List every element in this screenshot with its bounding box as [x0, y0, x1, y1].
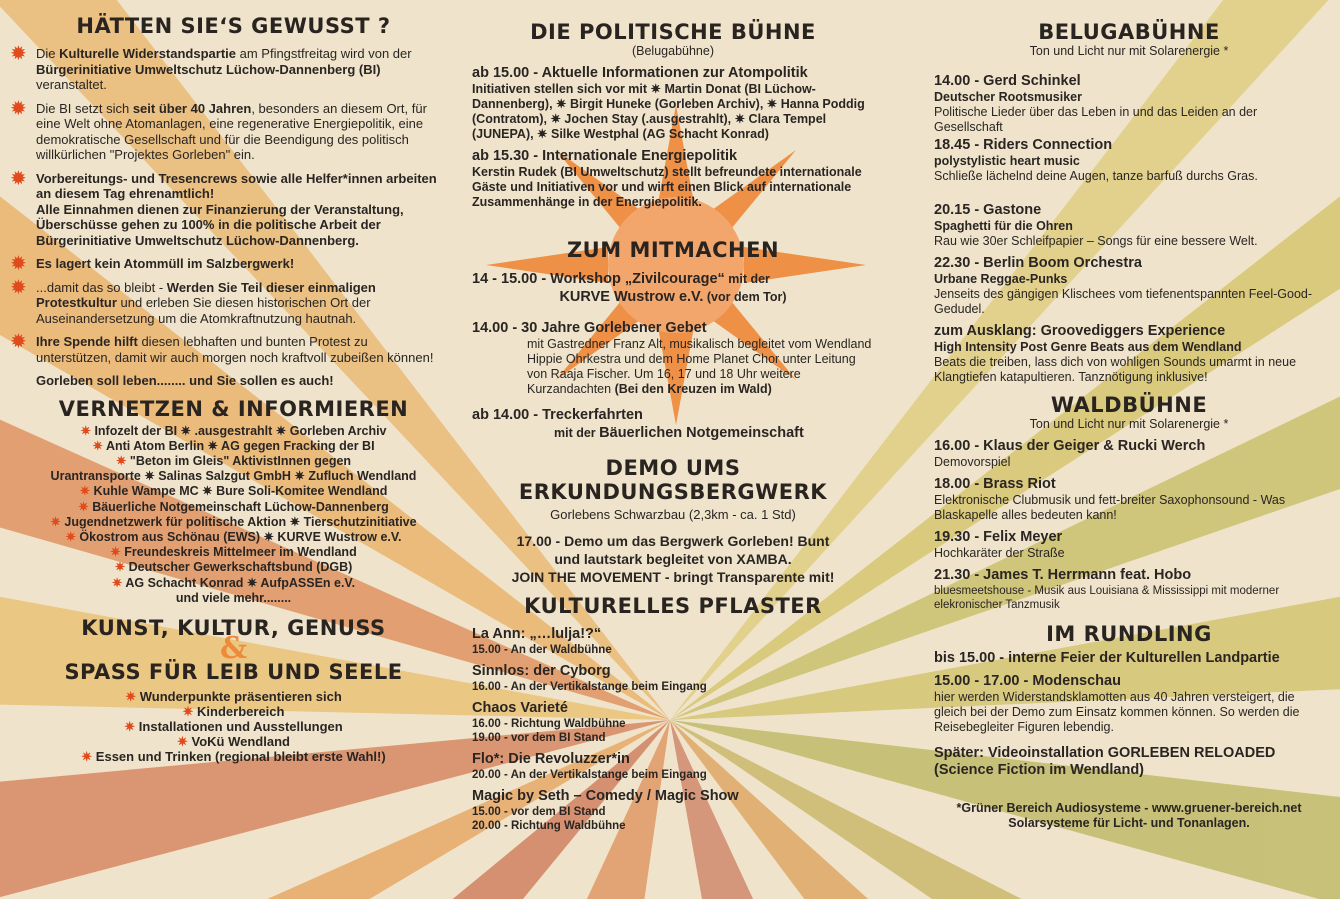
section-title-belugabuehne: BELUGABÜHNE — [1038, 20, 1220, 44]
section-title-politische-buehne: DIE POLITISCHE BÜHNE — [530, 20, 816, 44]
section-title-kunst: KUNST, KULTUR, GENUSS — [81, 615, 386, 640]
section-subtitle: (Belugabühne) — [631, 44, 714, 58]
lineup-item: 21.30 - James T. Herrmann feat. Hobo bluesmeetshouse - Musik aus Louisiana & Mississippi mit moderner elekronischer Tanzmusik — [934, 567, 1280, 611]
info-bullet: ✹ ...damit das so bleibt - Werden Sie Teil dieser einmaligen Protestkultur und erleben Sie diesen historischen Ort der Auseinandersetzung um die Atomkraftnutzung hautnah. — [10, 276, 376, 326]
lineup-item: 20.15 - Gastone Spaghetti für die Ohren Rau wie 30er Schleifpapier – Songs für eine bessere Welt. — [934, 202, 1258, 248]
section-subtitle: Ton und Licht nur mit Solarenergie * — [1029, 417, 1229, 431]
sun-bullet-icon: ✹ — [10, 276, 27, 299]
section-title-demo: DEMO UMS ERKUNDUNGSBERGWERK — [518, 456, 828, 504]
wald-lineup — [934, 438, 1324, 612]
section-title-pflaster: KULTURELLES PFLASTER — [524, 594, 822, 618]
closing-line: Gorleben soll leben........ und Sie sollen es auch! — [36, 373, 334, 388]
footer-note: *Grüner Bereich Audiosysteme - www.gruener-bereich.net Solarsysteme für Licht- und Tonanlagen. — [956, 801, 1302, 830]
lineup-item: 16.00 - Klaus der Geiger & Rucki Werch Demovorspiel — [934, 438, 1206, 469]
info-bullet: ✹ Es lagert kein Atommüll im Salzbergwerk! — [10, 253, 295, 275]
lineup-item: zum Ausklang: Groovediggers Experience High Intensity Post Genre Beats aus dem Wendland Beats die treiben, lass dich von wohligen Sounds umarmt in neue Klangtiefen katapultieren. Tanznötigung inklusive! — [934, 323, 1297, 384]
list-item: ✷ Bäuerliche Notgemeinschaft Lüchow-Dannenberg — [78, 499, 389, 514]
section-title-vernetzen: VERNETZEN & INFORMIEREN — [58, 396, 409, 421]
list-item: ✷ Essen und Trinken (regional bleibt erste Wahl!) — [81, 748, 386, 764]
lineup-item: 18.00 - Brass Riot Elektronische Clubmusik und fett-breiter Saxophonsound - Was Blaskapelle alles bedeuten kann! — [934, 476, 1286, 522]
beluga-lineup — [934, 73, 1324, 385]
list-item: ✷ Infozelt der BI ✷ .ausgestrahlt ✷ Gorleben Archiv — [80, 423, 387, 438]
act: Chaos Varieté 16.00 - Richtung Waldbühne 19.00 - vor dem BI Stand — [472, 700, 626, 744]
list-item: ✷ Wunderpunkte präsentieren sich — [125, 688, 342, 704]
list-item: und viele mehr........ — [175, 590, 292, 605]
sun-bullet-icon: ✹ — [10, 331, 27, 353]
section-subtitle: Gorlebens Schwarzbau (2,3km - ca. 1 Std) — [550, 507, 796, 522]
ampersand: & — [219, 630, 248, 666]
list-item: ✷ Anti Atom Berlin ✷ AG gegen Fracking der BI — [92, 438, 375, 453]
lineup-item: 22.30 - Berlin Boom Orchestra Urbane Reggae-Punks Jenseits des gängigen Klischees vom tiefenentspannten Feel-Good-Gedudel. — [934, 255, 1313, 316]
workshop-event: 14 - 15.00 - Workshop „Zivilcourage“ mit der KURVE Wustrow e.V. (vor dem Tor) — [472, 271, 787, 305]
lineup-item: 18.45 - Riders Connection polystylistic heart music Schließe lächelnd deine Augen, tanze barfuß durchs Gras. — [934, 137, 1258, 183]
act: Magic by Seth – Comedy / Magic Show 15.00 - vor dem BI Stand 20.00 - Richtung Waldbühne — [472, 788, 739, 832]
section-title-gewusst: HÄTTEN SIE‘S GEWUSST ? — [76, 14, 391, 38]
list-item: ✷ Jugendnetzwerk für politische Aktion ✷ Tierschutzinitiative — [50, 514, 417, 529]
section-title-mitmachen: ZUM MITMACHEN — [566, 238, 780, 262]
acts-list — [472, 626, 874, 833]
sun-bullet-icon: ✹ — [10, 97, 27, 120]
info-bullet: ✹ Die BI setzt sich seit über 40 Jahren, besonders an diesem Ort, für eine Welt ohne Atomanlagen, eine regenerative Energiepolitik, eine demokratische Gesellschaft und für die Beendigung des politisch willkürlichen "Projektes Gorleben" ein. — [10, 97, 427, 162]
info-bullet: ✹ Vorbereitungs- und Tresencrews sowie alle Helfer*innen arbeiten an diesem Tag ehrenamtlich! Alle Einnahmen dienen zur Finanzierung der Veranstaltung, Überschüsse gehen zu 100% in die politische Arbeit der Bürgerinitiative Umweltschutz Lüchow-Dannenberg. — [10, 167, 437, 248]
act: La Ann: „…lulja!?“ 15.00 - An der Waldbühne — [472, 626, 612, 656]
event: 14.00 - 30 Jahre Gorlebener Gebet mit Gastredner Franz Alt, musikalisch begleitet vom Wendland Hippie Ohrkestra und dem Home Planet Chor unter Leitung von Raaja Fischer. Um 16, 17 und 18 Uhr weitere Kurzandachten (Bei den Kreuzen im Wald) — [472, 320, 872, 396]
section-title-spass: SPASS FÜR LEIB UND SEELE — [64, 659, 403, 684]
sun-bullet-icon: ✹ — [10, 253, 27, 275]
list-item: ✷ Kuhle Wampe MC ✷ Bure Soli-Komitee Wendland — [79, 484, 388, 499]
lineup-item: 19.30 - Felix Meyer Hochkaräter der Straße — [934, 529, 1065, 560]
info-bullet: ✹ Die Kulturelle Widerstandspartie am Pfingstfreitag wird von der Bürgerinitiative Umweltschutz Lüchow-Dannenberg (BI) veranstaltet. — [10, 43, 412, 92]
list-item: Urantransporte ✷ Salinas Salzgut GmbH ✷ Zufluch Wendland — [50, 469, 417, 484]
program-column — [460, 0, 880, 899]
info-column — [0, 0, 455, 899]
section-title-rundling: IM RUNDLING — [1046, 622, 1212, 646]
stages-column — [922, 0, 1334, 899]
event: ab 15.30 - Internationale Energiepolitik Kerstin Rudek (BI Umweltschutz) stellt befreundete internationale Gäste und Initiativen vor und wirft einen Blick auf internationale Zusammenhänge in der Energiepolitik. — [472, 148, 862, 209]
section-title-waldbuehne: WALDBÜHNE — [1050, 393, 1208, 417]
event: ab 14.00 - Treckerfahrten mit der Bäuerlichen Notgemeinschaft — [472, 407, 804, 441]
list-item: ✷ Freundeskreis Mittelmeer im Wendland — [110, 545, 357, 560]
sun-bullet-icon: ✹ — [10, 167, 27, 190]
info-bullet: ✹ Ihre Spende hilft diesen lebhaften und bunten Protest zu unterstützen, damit wir auch morgen noch kraftvoll zubeißen können! — [10, 331, 434, 365]
list-item: ✷ AG Schacht Konrad ✷ AufpASSEn e.V. — [111, 575, 356, 590]
list-item: ✷ Ökostrom aus Schönau (EWS) ✷ KURVE Wustrow e.V. — [65, 529, 402, 544]
section-subtitle: Ton und Licht nur mit Solarenergie * — [1029, 44, 1229, 58]
demo-text: 17.00 - Demo um das Bergwerk Gorleben! Bunt und lautstark begleitet von XAMBA. JOIN THE MOVEMENT - bringt Transparente mit! — [511, 533, 835, 585]
list-item: ✷ Kinderbereich — [182, 703, 285, 719]
kunst-list — [22, 689, 445, 764]
list-item: ✷ Installationen und Ausstellungen — [124, 718, 343, 734]
act: Sinnlos: der Cyborg 16.00 - An der Vertikalstange beim Eingang — [472, 663, 707, 693]
list-item: ✷ Deutscher Gewerkschaftsbund (DGB) — [114, 560, 353, 575]
network-list — [22, 424, 445, 606]
rundling-program: bis 15.00 - interne Feier der Kulturellen Landpartie 15.00 - 17.00 - Modenschau hier werden Widerstandsklamotten aus 40 Jahren versteigert, die gleich bei der Demo zum Einsatz kommen können. So werden die Reisebegleiter Figuren lebendig. Später: Videoinstallation GORLEBEN RELOADED (Science Fiction im Wendland) — [934, 650, 1300, 778]
sun-bullet-icon: ✹ — [10, 43, 27, 65]
event: ab 15.00 - Aktuelle Informationen zur Atompolitik Initiativen stellen sich vor mit ✷ Martin Donat (BI Lüchow-Dannenberg), ✷ Birgit Huneke (Gorleben Archiv), ✷ Hanna Poddig (Contratom), ✷ Jochen Stay (.ausgestrahlt), ✷ Clara Tempel (JUNEPA), ✷ Silke Westphal (AG Schacht Konrad) — [472, 65, 865, 141]
lineup-item: 14.00 - Gerd Schinkel Deutscher Rootsmusiker Politische Lieder über das Leben in und das Leiden an der Gesellschaft — [934, 73, 1258, 134]
list-item: ✷ "Beton im Gleis" AktivistInnen gegen — [115, 453, 352, 468]
list-item: ✷ VoKü Wendland — [177, 733, 290, 749]
act: Flo*: Die Revoluzzer*in 20.00 - An der Vertikalstange beim Eingang — [472, 751, 707, 781]
